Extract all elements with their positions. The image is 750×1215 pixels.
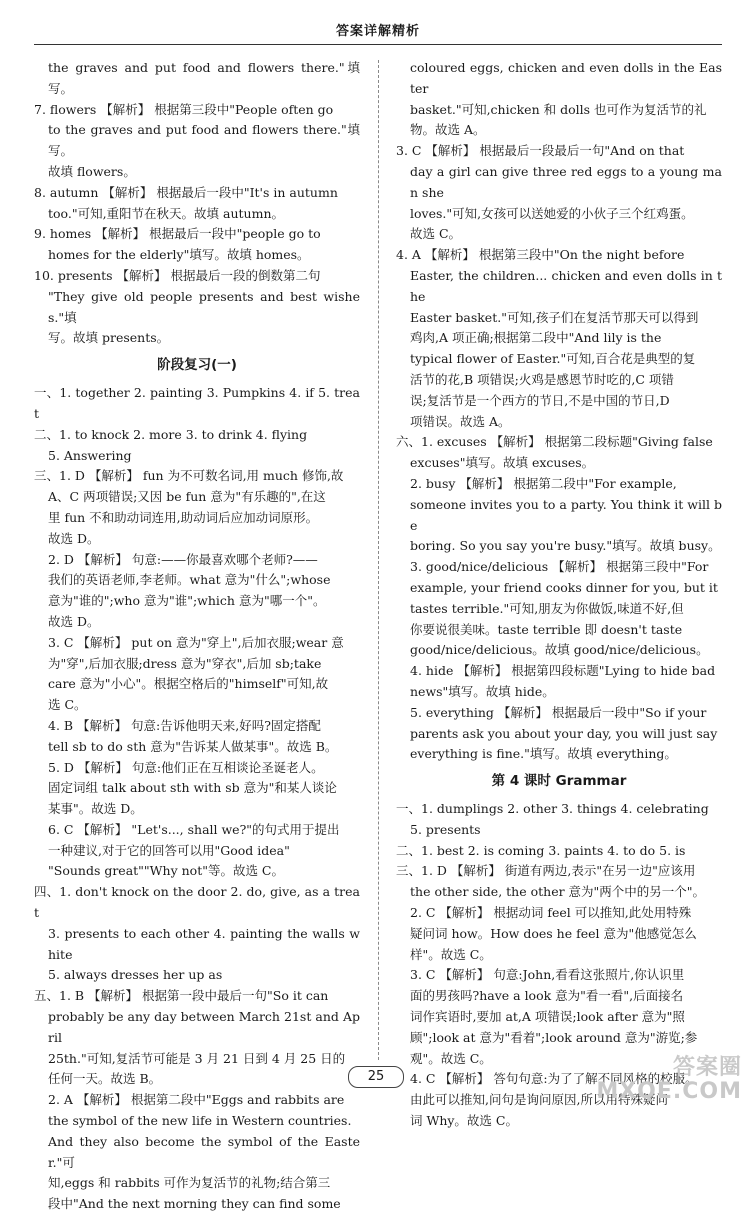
answer-line: 项错误。故选 A。 [410, 413, 511, 429]
answer-line: 观"。故选 C。 [410, 1050, 492, 1066]
answer-line: tastes terrible."可知,朋友为你做饭,味道不好,但 [410, 600, 684, 616]
answer-line: 10. presents 【解析】 根据最后一段的倒数第二句 [34, 267, 321, 283]
watermark-logo [596, 1056, 742, 1104]
answer-line: the symbol of the new life in Western countries. [48, 1113, 352, 1129]
section-title-review: 阶段复习(一) [157, 357, 237, 374]
answer-line: the graves and put food and flowers there."填写。 [48, 60, 360, 96]
answer-line: "Sounds great""Why not"等。故选 C。 [48, 863, 284, 879]
answer-line: 3. C 【解析】 根据最后一段最后一句"And on that [396, 143, 685, 159]
answer-line: 4. C 【解析】 答句句意:为了了解不同风格的校服。 [410, 1071, 698, 1087]
answer-line: 任何一天。故选 B。 [48, 1071, 162, 1087]
answer-line: 误;复活节是一个西方的节日,不是中国的节日,D [410, 392, 670, 408]
answer-line: 5. presents [410, 821, 481, 837]
answer-line: 6. C 【解析】 "Let's..., shall we?"的句式用于提出 [48, 821, 340, 837]
answer-line: 为"穿",后加衣服;dress 意为"穿衣",后加 sb;take [48, 655, 322, 671]
answer-line: loves."可知,女孩可以送她爱的小伙子三个红鸡蛋。 [410, 205, 694, 221]
section-title-grammar: 第 4 课时 Grammar [491, 773, 627, 790]
answer-line: homes for the elderly"填写。故填 homes。 [48, 247, 310, 263]
page-header [34, 0, 722, 50]
answer-line: tell sb to do sth 意为"告诉某人做某事"。故选 B。 [48, 738, 338, 754]
answer-line: 段中"And the next morning they can find some [48, 1196, 341, 1212]
answer-line: 2. busy 【解析】 根据第二段中"For example, [410, 475, 677, 491]
answer-line: 四、1. don't knock on the door 2. do, give, as a treat [34, 884, 360, 921]
answer-line: everything is fine."填写。故填 everything。 [410, 746, 677, 762]
answer-line: 5. always dresses her up as [48, 967, 223, 983]
answer-line: 样"。故选 C。 [410, 946, 492, 962]
answer-line: 3. C 【解析】 put on 意为"穿上",后加衣服;wear 意 [48, 634, 344, 650]
answer-line: 4. A 【解析】 根据第三段中"On the night before [396, 247, 685, 263]
answer-line: 物。故选 A。 [410, 122, 486, 138]
answer-line: Easter, the children... chicken and even dolls in the [410, 267, 722, 304]
column-divider [378, 60, 379, 1060]
left-column [34, 58, 360, 1215]
answer-line: parents ask you about your day, you will just say [410, 725, 718, 741]
answer-line: 词作宾语时,要加 at,A 项错误;look after 意为"照 [410, 1009, 685, 1025]
answer-line: 活节的花,B 项错误;火鸡是感恩节时吃的,C 项错 [410, 371, 674, 387]
watermark-line2: MXQE.COM [596, 1079, 742, 1104]
answer-line: coloured eggs, chicken and even dolls in the Easter [410, 60, 722, 96]
answer-line: 里 fun 不和助动词连用,助动词后应加动词原形。 [48, 509, 319, 525]
answer-line: 面的男孩吗?have a look 意为"看一看",后面接名 [410, 988, 684, 1004]
answer-line: 5. D 【解析】 句意:他们正在互相谈论圣诞老人。 [48, 759, 324, 775]
answer-line: typical flower of Easter."可知,百合花是典型的复 [410, 351, 696, 367]
answer-line: 顾";look at 意为"看着";look around 意为"游览;参 [410, 1029, 698, 1045]
answer-line: boring. So you say you're busy."填写。故填 busy。 [410, 538, 721, 554]
answer-line: care 意为"小心"。根据空格后的"himself"可知,故 [48, 676, 329, 692]
header-title: 答案详解精析 [335, 24, 420, 39]
answer-line: too."可知,重阳节在秋天。故填 autumn。 [48, 205, 285, 221]
answer-line: 鸡肉,A 项正确;根据第二段中"And lily is the [410, 330, 662, 346]
answer-line: probably be any day between March 21st and April [48, 1009, 360, 1045]
answer-line: 六、1. excuses 【解析】 根据第二段标题"Giving false [396, 434, 713, 450]
answer-line: 8. autumn 【解析】 根据最后一段中"It's in autumn [34, 184, 338, 200]
answer-line: day a girl can give three red eggs to a young man she [410, 163, 722, 200]
answer-line: 我们的英语老师,李老师。what 意为"什么";whose [48, 572, 331, 588]
answer-line: to the graves and put food and flowers there."填写。 [48, 122, 360, 159]
answer-line: A、C 两项错误;又因 be fun 意为"有乐趣的",在这 [48, 489, 326, 505]
answer-line: 2. C 【解析】 根据动词 feel 可以推知,此处用特殊 [410, 905, 692, 921]
answer-line: 二、1. to knock 2. more 3. to drink 4. flying [34, 426, 308, 442]
review-answer-lines [34, 383, 360, 1215]
answer-line: 五、1. B 【解析】 根据第一段中最后一句"So it can [34, 988, 329, 1004]
answer-line: 一、1. together 2. painting 3. Pumpkins 4. if 5. treat [34, 385, 360, 421]
answer-line: 3. C 【解析】 句意:John,看看这张照片,你认识里 [410, 967, 685, 983]
answer-line: 25th."可知,复活节可能是 3 月 21 日到 4 月 25 日的 [48, 1050, 346, 1066]
answer-line: 一种建议,对于它的回答可以用"Good idea" [48, 842, 290, 858]
answer-line: Easter basket."可知,孩子们在复活节那天可以得到 [410, 309, 699, 325]
answer-line: good/nice/delicious。故填 good/nice/delicious。 [410, 642, 709, 658]
answer-line: 9. homes 【解析】 根据最后一段中"people go to [34, 226, 321, 242]
answer-line: excuses"填写。故填 excuses。 [410, 455, 595, 471]
answer-line: 故填 flowers。 [48, 163, 136, 179]
answer-line: 三、1. D 【解析】 街道有两边,表示"在另一边"应该用 [396, 863, 696, 879]
answer-line: 3. presents to each other 4. painting the walls white [48, 925, 360, 962]
answer-line: 故选 C。 [410, 226, 462, 242]
answer-line: "They give old people presents and best wishes."填 [48, 288, 360, 325]
answer-line: 某事"。故选 D。 [48, 801, 143, 817]
answer-line: 选 C。 [48, 697, 87, 713]
answer-line: 2. D 【解析】 句意:——你最喜欢哪个老师?—— [48, 551, 318, 567]
answer-line: 二、1. best 2. is coming 3. paints 4. to do 5. is [396, 842, 686, 858]
answer-line: 三、1. D 【解析】 fun 为不可数名词,用 much 修饰,故 [34, 468, 344, 484]
watermark-line1: 答案圈 [672, 1055, 742, 1080]
answer-line: 疑问词 how。How does he feel 意为"他感觉怎么 [410, 925, 697, 941]
answer-line: someone invites you to a party. You think it will be [410, 496, 722, 533]
answer-line: 4. B 【解析】 句意:告诉他明天来,好吗?固定搭配 [48, 717, 321, 733]
answer-line: 7. flowers 【解析】 根据第三段中"People often go [34, 101, 334, 117]
answer-line: 你要说很美味。taste terrible 即 doesn't taste [410, 621, 683, 637]
answer-line: news"填写。故填 hide。 [410, 683, 555, 699]
answer-line: basket."可知,chicken 和 dolls 也可作为复活节的礼 [410, 101, 707, 117]
answer-line: 2. A 【解析】 根据第二段中"Eggs and rabbits are [48, 1092, 345, 1108]
answer-line: example, your friend cooks dinner for you, but it [410, 579, 718, 595]
answer-line: 3. good/nice/delicious 【解析】 根据第三段中"For [410, 559, 709, 575]
answer-line: 4. hide 【解析】 根据第四段标题"Lying to hide bad [410, 663, 716, 679]
answer-line: 词 Why。故选 C。 [410, 1113, 518, 1129]
answer-line: 由此可以推知,问句是询问原因,所以用特殊疑问 [410, 1092, 668, 1108]
left-answer-lines [34, 58, 360, 349]
right-column [396, 58, 722, 1132]
answer-line: 写。故填 presents。 [48, 330, 170, 346]
answer-line: the other side, the other 意为"两个中的另一个"。 [410, 884, 706, 900]
header-rule [34, 44, 722, 45]
answer-line: 意为"谁的";who 意为"谁";which 意为"哪一个"。 [48, 593, 326, 609]
answer-line: 知,eggs 和 rabbits 可作为复活节的礼物;结合第三 [48, 1175, 331, 1191]
right-answer-lines [396, 58, 722, 765]
answer-line: And they also become the symbol of the Easter."可 [48, 1133, 360, 1170]
answer-line: 故选 D。 [48, 530, 100, 546]
answer-line: 故选 D。 [48, 613, 100, 629]
page-number: 25 [348, 1066, 404, 1088]
answer-line: 5. Answering [48, 447, 132, 463]
answer-line: 固定词组 talk about sth with sb 意为"和某人谈论 [48, 780, 337, 796]
answer-line: 一、1. dumplings 2. other 3. things 4. celebrating [396, 801, 709, 817]
answer-line: 5. everything 【解析】 根据最后一段中"So if your [410, 704, 707, 720]
